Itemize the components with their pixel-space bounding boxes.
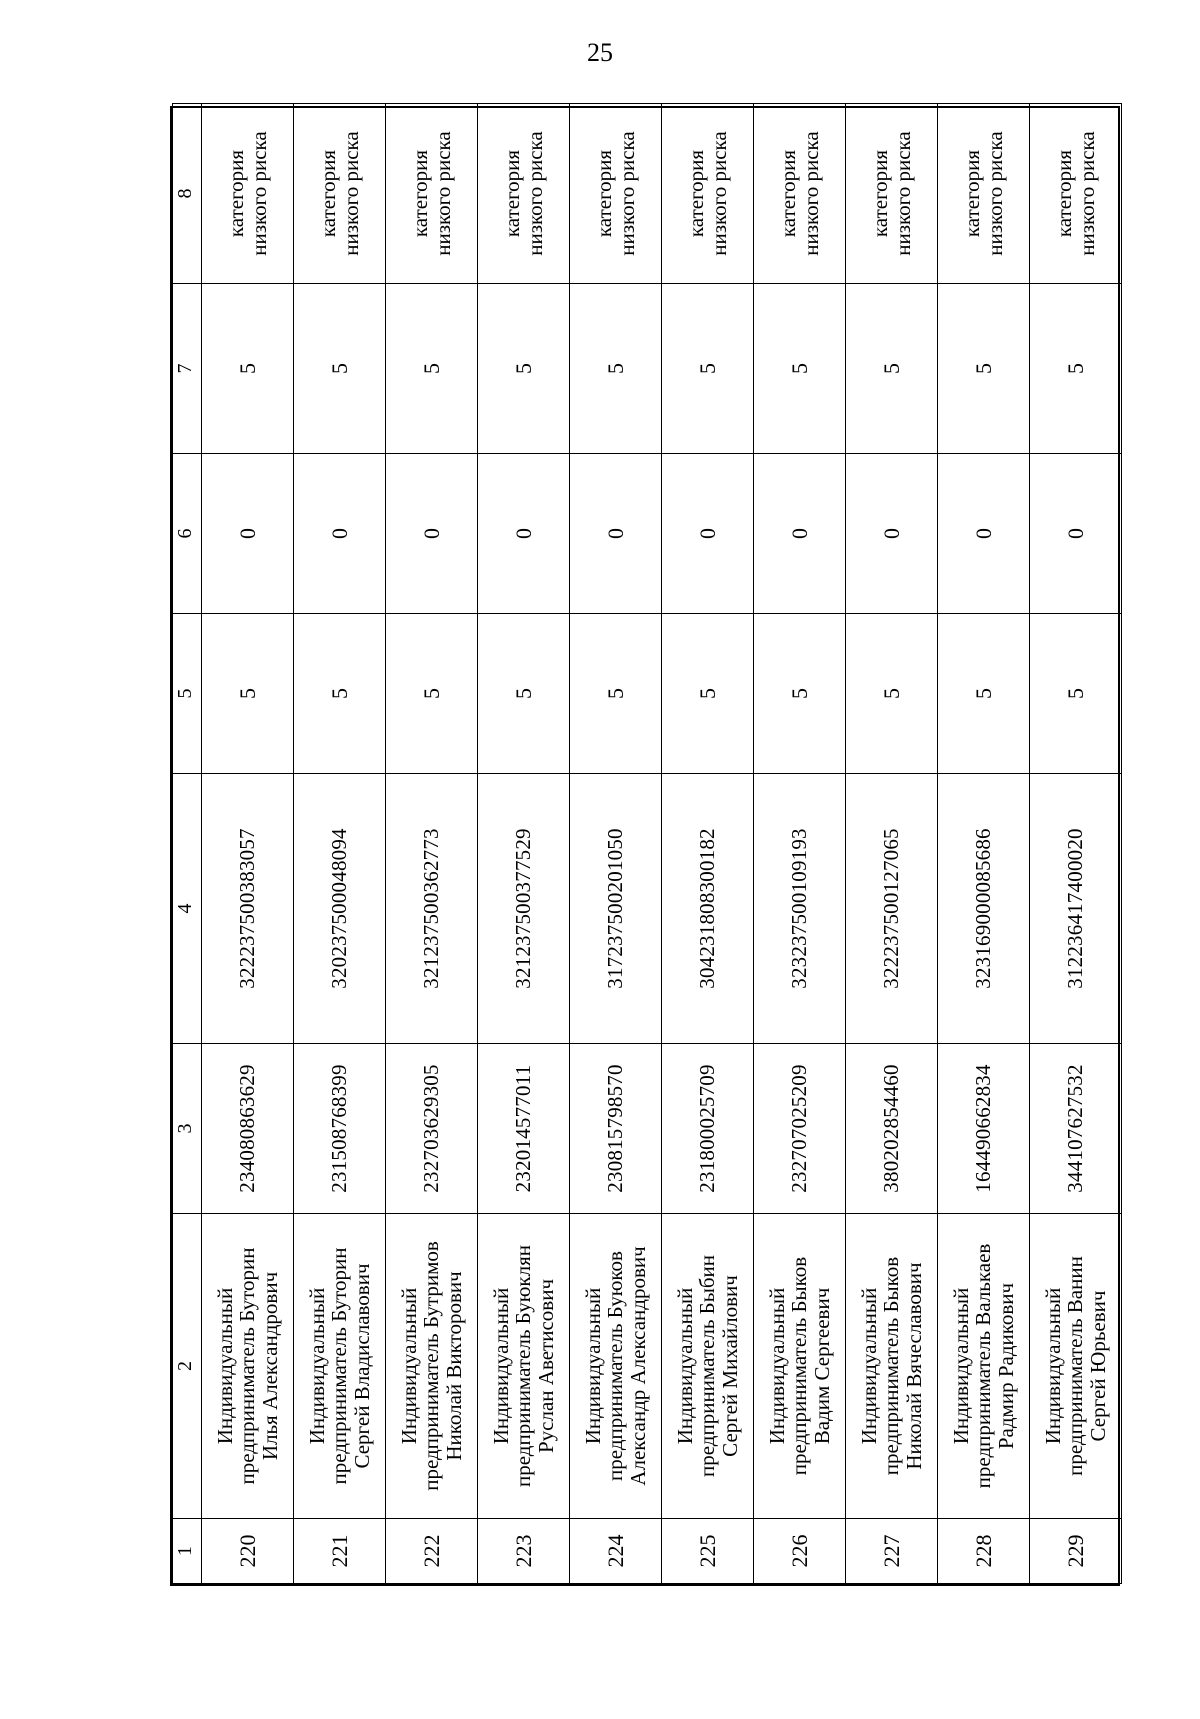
risk-category-cell	[478, 104, 570, 284]
entrepreneur-name-cell	[662, 1214, 754, 1519]
entrepreneur-name-cell-line: предприниматель Бутримов	[419, 1241, 444, 1491]
ogrn-cell: 323169000085686	[938, 774, 1030, 1044]
row-number-cell: 223	[478, 1519, 570, 1584]
entrepreneur-name-cell-line: предприниматель Валькаев	[971, 1243, 996, 1489]
header-col-7: 7	[173, 284, 202, 454]
entrepreneur-name-cell-line: предприниматель Ванин	[1063, 1256, 1088, 1476]
entrepreneur-name-cell	[570, 1214, 662, 1519]
entrepreneur-name-cell-line: Сергей Михайлович	[717, 1275, 742, 1457]
inn-cell: 232703629305	[386, 1044, 478, 1214]
risk-category-cell-line: категория	[500, 149, 525, 238]
col5-cell: 5	[570, 614, 662, 774]
col7-cell: 5	[1030, 284, 1122, 454]
risk-category-cell-line: низкого риска	[522, 131, 547, 256]
risk-category-cell	[662, 104, 754, 284]
row-number-cell: 226	[754, 1519, 846, 1584]
col7-cell: 5	[570, 284, 662, 454]
risk-category-cell-line: категория	[316, 149, 341, 238]
col7-cell: 5	[846, 284, 938, 454]
risk-category-cell-line: категория	[684, 149, 709, 238]
risk-category-cell-line: низкого риска	[1074, 131, 1099, 256]
rotated-table-container	[172, 104, 1122, 1584]
risk-category-cell-line: категория	[408, 149, 433, 238]
entrepreneur-name-cell	[202, 1214, 294, 1519]
header-row	[173, 104, 202, 1584]
entrepreneur-name-cell-line: предприниматель Буюклян	[511, 1245, 536, 1487]
col5-cell: 5	[846, 614, 938, 774]
entrepreneur-name-cell-line: Александр Александрович	[625, 1246, 650, 1486]
col7-cell: 5	[478, 284, 570, 454]
risk-category-cell	[570, 104, 662, 284]
entrepreneur-name-cell-line: Радмир Радикович	[993, 1282, 1018, 1450]
header-col-8: 8	[173, 104, 202, 284]
risk-category-cell-line: низкого риска	[798, 131, 823, 256]
table-header	[173, 104, 202, 1584]
entrepreneur-name-cell	[1030, 1214, 1122, 1519]
header-col-6: 6	[173, 454, 202, 614]
row-number-cell: 229	[1030, 1519, 1122, 1584]
col6-cell: 0	[754, 454, 846, 614]
entrepreneur-name-cell-line: предприниматель Быков	[787, 1256, 812, 1476]
table-row	[1030, 104, 1122, 1584]
col7-cell: 5	[754, 284, 846, 454]
table-row	[662, 104, 754, 1584]
col6-cell: 0	[202, 454, 294, 614]
risk-category-cell-line: категория	[776, 149, 801, 238]
ogrn-cell: 320237500048094	[294, 774, 386, 1044]
header-col-2: 2	[173, 1214, 202, 1519]
header-col-4: 4	[173, 774, 202, 1044]
entrepreneur-name-cell	[294, 1214, 386, 1519]
risk-category-cell	[846, 104, 938, 284]
registry-table-frame	[170, 106, 1120, 1586]
risk-category-cell-line: низкого риска	[890, 131, 915, 256]
risk-category-cell	[202, 104, 294, 284]
row-number-cell: 220	[202, 1519, 294, 1584]
risk-category-cell-line: низкого риска	[430, 131, 455, 256]
entrepreneur-name-cell-line: Индивидуальный	[489, 1287, 514, 1445]
risk-category-cell	[1030, 104, 1122, 284]
entrepreneur-name-cell-line: предприниматель Буторин	[235, 1247, 260, 1485]
inn-cell: 231508768399	[294, 1044, 386, 1214]
entrepreneur-name-cell-line: предприниматель Буюков	[603, 1251, 628, 1481]
entrepreneur-name-cell-line: Николай Викторович	[441, 1271, 466, 1461]
row-number-cell: 221	[294, 1519, 386, 1584]
col5-cell: 5	[294, 614, 386, 774]
entrepreneur-name-cell-line: Сергей Юрьевич	[1085, 1290, 1110, 1442]
col6-cell: 0	[1030, 454, 1122, 614]
col7-cell: 5	[662, 284, 754, 454]
inn-cell: 232707025209	[754, 1044, 846, 1214]
risk-category-cell-line: категория	[224, 149, 249, 238]
risk-category-cell-line: низкого риска	[246, 131, 271, 256]
entrepreneur-name-cell-line: Индивидуальный	[397, 1287, 422, 1445]
entrepreneur-name-cell-line: предприниматель Быков	[879, 1256, 904, 1476]
row-number-cell: 222	[386, 1519, 478, 1584]
table-row	[754, 104, 846, 1584]
col5-cell: 5	[1030, 614, 1122, 774]
table-body	[202, 104, 1122, 1584]
table-row	[938, 104, 1030, 1584]
entrepreneur-name-cell-line: Руслан Аветисович	[533, 1278, 558, 1454]
col6-cell: 0	[478, 454, 570, 614]
col6-cell: 0	[938, 454, 1030, 614]
risk-category-cell	[938, 104, 1030, 284]
col5-cell: 5	[754, 614, 846, 774]
inn-cell: 344107627532	[1030, 1044, 1122, 1214]
entrepreneur-name-cell-line: Индивидуальный	[949, 1287, 974, 1445]
entrepreneur-name-cell-line: предприниматель Быбин	[695, 1255, 720, 1477]
col6-cell: 0	[846, 454, 938, 614]
ogrn-cell: 312236417400020	[1030, 774, 1122, 1044]
col5-cell: 5	[386, 614, 478, 774]
entrepreneur-name-cell-line: Индивидуальный	[581, 1287, 606, 1445]
col7-cell: 5	[938, 284, 1030, 454]
risk-category-cell-line: низкого риска	[706, 131, 731, 256]
table-row	[570, 104, 662, 1584]
registry-table	[172, 103, 1122, 1584]
entrepreneur-name-cell-line: Илья Александрович	[257, 1271, 282, 1461]
risk-category-cell-line: категория	[868, 149, 893, 238]
col6-cell: 0	[570, 454, 662, 614]
ogrn-cell: 322237500383057	[202, 774, 294, 1044]
entrepreneur-name-cell	[846, 1214, 938, 1519]
page-number: 25	[587, 38, 613, 67]
risk-category-cell-line: низкого риска	[982, 131, 1007, 256]
table-row	[478, 104, 570, 1584]
inn-cell: 230815798570	[570, 1044, 662, 1214]
ogrn-cell: 321237500362773	[386, 774, 478, 1044]
inn-cell: 380202854460	[846, 1044, 938, 1214]
entrepreneur-name-cell	[938, 1214, 1030, 1519]
entrepreneur-name-cell-line: Вадим Сергеевич	[809, 1287, 834, 1445]
table-row	[386, 104, 478, 1584]
inn-cell: 234080863629	[202, 1044, 294, 1214]
table-row	[846, 104, 938, 1584]
inn-cell: 164490662834	[938, 1044, 1030, 1214]
risk-category-cell	[294, 104, 386, 284]
row-number-cell: 225	[662, 1519, 754, 1584]
risk-category-cell-line: категория	[960, 149, 985, 238]
entrepreneur-name-cell-line: Николай Вячеславович	[901, 1262, 926, 1470]
entrepreneur-name-cell	[386, 1214, 478, 1519]
col6-cell: 0	[662, 454, 754, 614]
row-number-cell: 227	[846, 1519, 938, 1584]
col6-cell: 0	[386, 454, 478, 614]
col5-cell: 5	[662, 614, 754, 774]
col5-cell: 5	[938, 614, 1030, 774]
ogrn-cell: 304231808300182	[662, 774, 754, 1044]
col5-cell: 5	[202, 614, 294, 774]
col5-cell: 5	[478, 614, 570, 774]
ogrn-cell: 317237500201050	[570, 774, 662, 1044]
row-number-cell: 224	[570, 1519, 662, 1584]
table-row	[202, 104, 294, 1584]
entrepreneur-name-cell-line: Индивидуальный	[305, 1287, 330, 1445]
ogrn-cell: 321237500377529	[478, 774, 570, 1044]
header-col-5: 5	[173, 614, 202, 774]
entrepreneur-name-cell	[478, 1214, 570, 1519]
risk-category-cell	[754, 104, 846, 284]
inn-cell: 231800025709	[662, 1044, 754, 1214]
risk-category-cell-line: категория	[592, 149, 617, 238]
risk-category-cell	[386, 104, 478, 284]
row-number-cell: 228	[938, 1519, 1030, 1584]
entrepreneur-name-cell-line: предприниматель Буторин	[327, 1247, 352, 1485]
table-row	[294, 104, 386, 1584]
ogrn-cell: 322237500127065	[846, 774, 938, 1044]
risk-category-cell-line: низкого риска	[338, 131, 363, 256]
inn-cell: 232014577011	[478, 1044, 570, 1214]
col7-cell: 5	[202, 284, 294, 454]
entrepreneur-name-cell-line: Индивидуальный	[1041, 1287, 1066, 1445]
risk-category-cell-line: низкого риска	[614, 131, 639, 256]
col6-cell: 0	[294, 454, 386, 614]
col7-cell: 5	[386, 284, 478, 454]
entrepreneur-name-cell-line: Индивидуальный	[765, 1287, 790, 1445]
header-col-3: 3	[173, 1044, 202, 1214]
ogrn-cell: 323237500109193	[754, 774, 846, 1044]
entrepreneur-name-cell-line: Индивидуальный	[673, 1287, 698, 1445]
risk-category-cell-line: категория	[1052, 149, 1077, 238]
entrepreneur-name-cell-line: Индивидуальный	[213, 1287, 238, 1445]
entrepreneur-name-cell-line: Индивидуальный	[857, 1287, 882, 1445]
entrepreneur-name-cell	[754, 1214, 846, 1519]
entrepreneur-name-cell-line: Сергей Владиславович	[349, 1263, 374, 1469]
col7-cell: 5	[294, 284, 386, 454]
header-col-1: 1	[173, 1519, 202, 1584]
